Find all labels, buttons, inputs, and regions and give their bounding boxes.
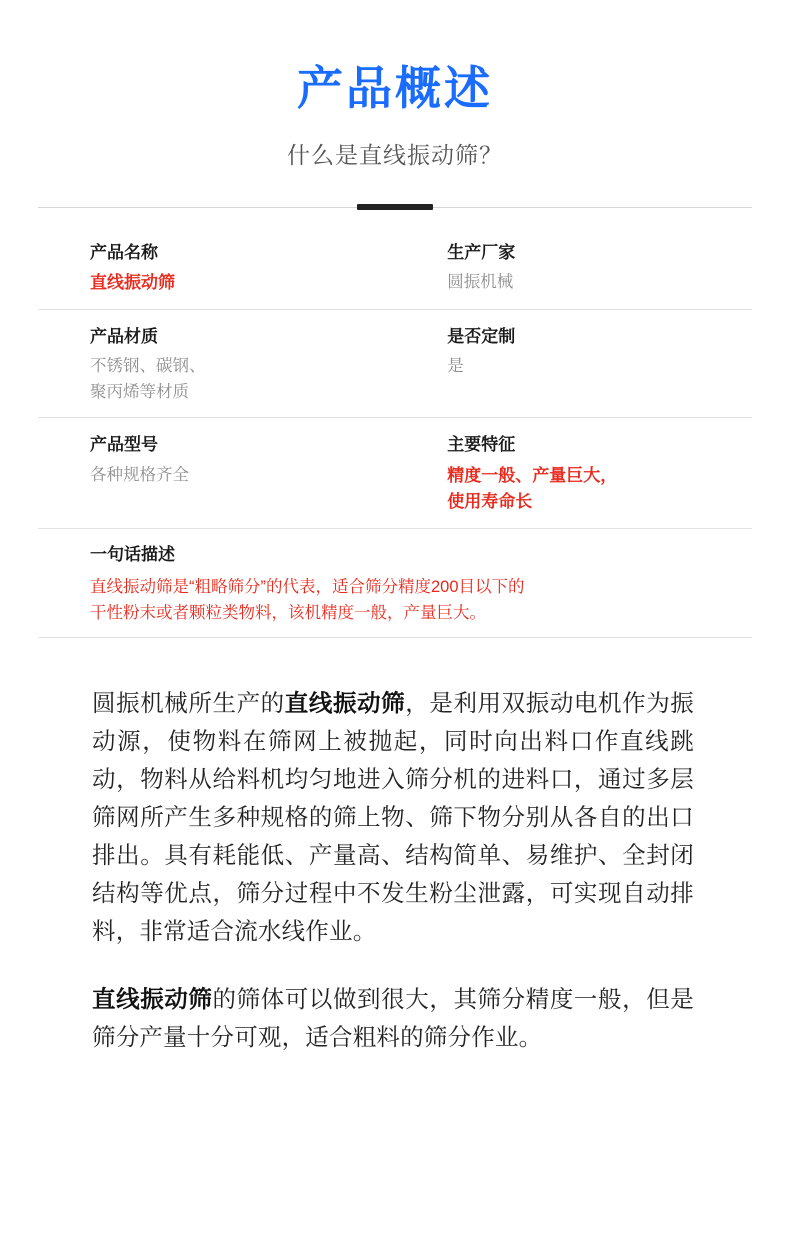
paragraph-2-text: 的筛体可以做到很大，其筛分精度一般，但是筛分产量十分可观，适合粗料的筛分作业。 xyxy=(92,986,695,1051)
paragraph-1-text-a: 圆振机械所生产的 xyxy=(92,689,285,716)
spec-value-line-1: 不锈钢、碳钢、 xyxy=(90,357,206,376)
spec-cell-manufacturer xyxy=(409,240,752,297)
spec-value: 是 xyxy=(447,357,464,376)
paragraph-2 xyxy=(92,980,694,1056)
bottom-spacer xyxy=(38,1056,752,1096)
paragraph-1-emphasis: 直线振动筛 xyxy=(284,689,406,716)
page-title: 产品概述 xyxy=(297,62,493,114)
description-line-1: 直线振动筛是“粗略筛分”的代表，适合筛分精度200目以下的 xyxy=(90,578,525,597)
spec-row xyxy=(38,226,752,310)
spec-cell-main-features xyxy=(409,432,752,515)
paragraph-2-emphasis: 直线振动筛 xyxy=(92,986,213,1013)
title-divider xyxy=(38,204,752,212)
spec-cell-model xyxy=(38,432,409,515)
body-copy xyxy=(38,684,752,1057)
spec-cell-material xyxy=(38,324,409,406)
divider-accent-bar xyxy=(357,204,433,210)
spec-value-line-2: 聚丙烯等材质 xyxy=(90,382,189,401)
page-header xyxy=(38,0,752,212)
page-subtitle: 什么是直线振动筛？ xyxy=(287,141,503,168)
spec-value-line-2: 使用寿命长 xyxy=(447,492,533,512)
spec-label: 是否定制 xyxy=(447,326,516,346)
spec-cell-product-name xyxy=(38,240,409,297)
spec-cell-customizable xyxy=(409,324,752,406)
spec-label: 产品名称 xyxy=(90,242,158,262)
spec-label: 产品型号 xyxy=(90,435,158,455)
spec-row-description xyxy=(38,529,752,638)
paragraph-1-text-b: ，是利用双振动电机作为振动源，使物料在筛网上被抛起，同时向出料口作直线跳动，物料从给料机均匀地进入筛分机的进料口，通过多层筛网所产生多种规格的筛上物、筛下物分别从各自的出口排出。具有耗能低、产量高、结构简单、易维护、全封闭结构等优点，筛分过程中不发生粉尘泄露，可实现自动排料，非常适合流水线作业。 xyxy=(92,689,694,945)
spec-label: 生产厂家 xyxy=(447,242,516,262)
spec-cell-one-line-description xyxy=(38,542,752,627)
spec-value: 直线振动筛 xyxy=(90,273,175,293)
spec-value: 圆振机械 xyxy=(447,273,514,292)
spec-label: 主要特征 xyxy=(447,435,516,455)
spec-value: 各种规格齐全 xyxy=(90,465,189,484)
description-line-2: 干性粉末或者颗粒类物料，该机精度一般，产量巨大。 xyxy=(90,604,486,623)
spec-row xyxy=(38,310,752,419)
spec-label: 产品材质 xyxy=(90,326,158,346)
spec-value-line-1: 精度一般、产量巨大， xyxy=(447,465,618,485)
spec-table xyxy=(38,226,752,638)
spec-label: 一句话描述 xyxy=(90,544,175,564)
spec-row xyxy=(38,418,752,528)
paragraph-1 xyxy=(92,684,694,950)
